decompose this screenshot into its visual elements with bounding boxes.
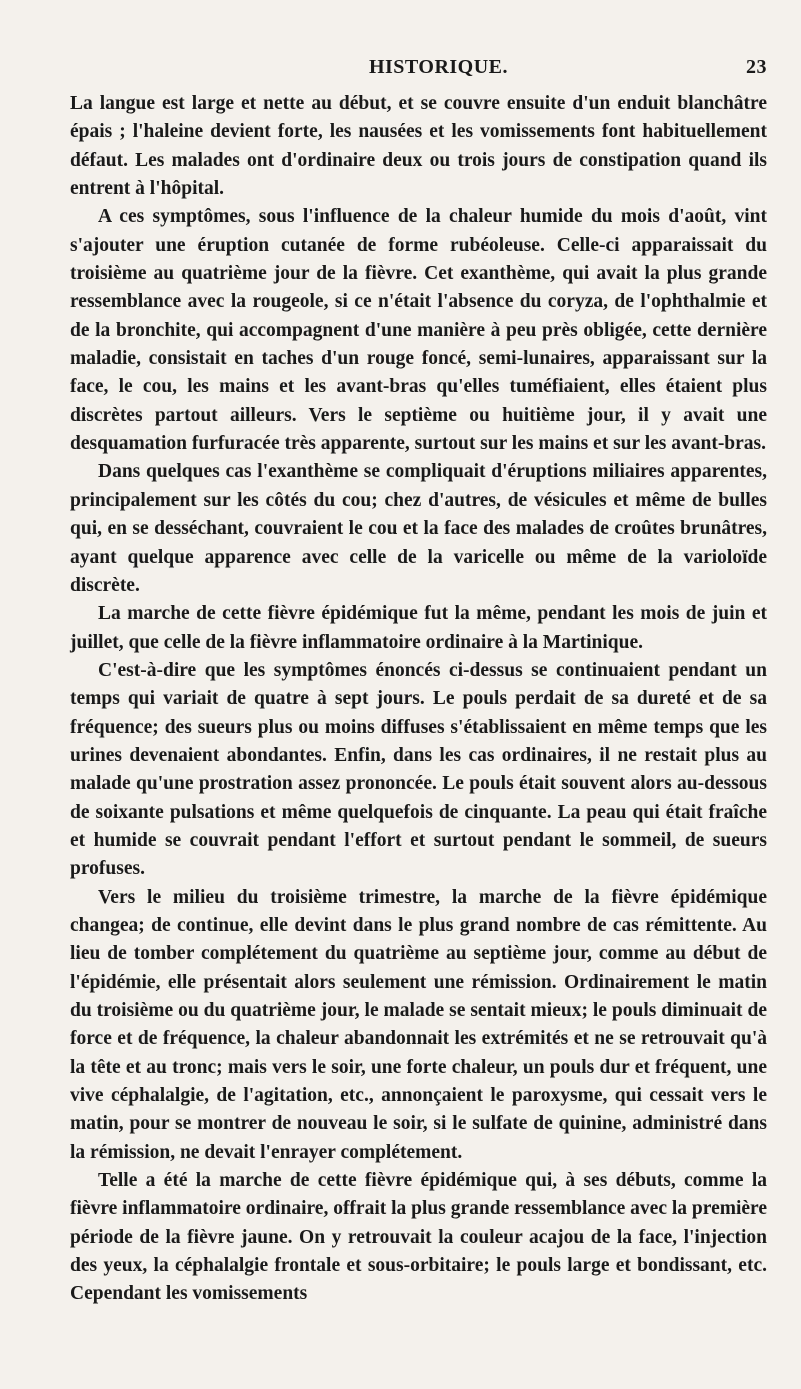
paragraph: Telle a été la marche de cette fièvre épidémique qui, à ses débuts, comme la fièvre inflammatoire ordinaire, offrait la plus grande ressemblance avec la première période de la fièvre jaune. On y retrouvait la couleur acajou de la face, l'injection des yeux, la céphalalgie frontale et sous-orbitaire; le pouls large et bondissant, etc. Cependant les vomissements (70, 1170, 767, 1305)
paragraph: La langue est large et nette au début, et se couvre ensuite d'un enduit blanchâtre épais ; l'haleine devient forte, les nausées et les vomissements font habituellement défaut. Les malades ont d'ordinaire deux ou trois jours de constipation quand ils entrent à l'hôpital. (70, 93, 767, 200)
paragraph: A ces symptômes, sous l'influence de la chaleur humide du mois d'août, vint s'ajouter une éruption cutanée de forme rubéoleuse. Celle-ci apparaissait du troisième au quatrième jour de la fièvre. Cet exanthème, qui avait la plus grande ressemblance avec la rougeole, si ce n'était l'absence du coryza, de l'ophthalmie et de la bronchite, qui accompagnent d'une manière à peu près obligée, cette dernière maladie, consistait en taches d'un rouge foncé, semi-lunaires, apparaissant sur la face, le cou, les mains et les avant-bras qu'elles tuméfiaient, elles étaient plus discrètes partout ailleurs. Vers le septième ou huitième jour, il y avait une desquamation furfuracée très apparente, surtout sur les mains et sur les avant-bras. (70, 206, 767, 455)
page-number: 23 (746, 56, 767, 78)
running-title: HISTORIQUE. (368, 56, 509, 78)
paragraph: C'est-à-dire que les symptômes énoncés ci-dessus se continuaient pendant un temps qui variait de quatre à sept jours. Le pouls perdait de sa dureté et de sa fréquence; des sueurs plus ou moins diffuses s'établissaient en même temps que les urines devenaient abondantes. Enfin, dans les cas ordinaires, il ne restait plus au malade qu'une prostration assez prononcée. Le pouls était souvent alors au-dessous de soixante pulsations et même quelquefois de cinquante. La peau qui était fraîche et humide se couvrait pendant l'effort et surtout pendant le sommeil, de sueurs profuses. (70, 659, 767, 880)
paragraph: Vers le milieu du troisième trimestre, la marche de la fièvre épidémique changea; de continue, elle devint dans le plus grand nombre de cas rémittente. Au lieu de tomber complétement du quatrième au septième jour, comme au début de l'épidémie, elle présentait alors seulement une rémission. Ordinairement le matin du troisième ou du quatrième jour, le malade se sentait mieux; le pouls diminuait de force et de fréquence, la chaleur abandonnait les extrémités et ne se retrouvait qu'à la tête et au tronc; mais vers le soir, une forte chaleur, un pouls dur et fréquent, une vive céphalalgie, de l'agitation, etc., annonçaient le paroxysme, qui cessait vers le matin, pour se montrer de nouveau le soir, si le sulfate de quinine, administré dans la rémission, ne devait l'enrayer complétement. (70, 886, 767, 1163)
body-text (70, 90, 767, 1309)
paragraph: La marche de cette fièvre épidémique fut la même, pendant les mois de juin et juillet, que celle de la fièvre inflammatoire ordinaire à la Martinique. (70, 603, 767, 653)
paragraph: Dans quelques cas l'exanthème se compliquait d'éruptions miliaires apparentes, principalement sur les côtés du cou; chez d'autres, de vésicules et même de bulles qui, en se desséchant, couvraient le cou et la face des malades de croûtes brunâtres, ayant quelque apparence avec celle de la varicelle ou même de la varioloïde discrète. (70, 461, 767, 596)
running-head (70, 50, 767, 90)
